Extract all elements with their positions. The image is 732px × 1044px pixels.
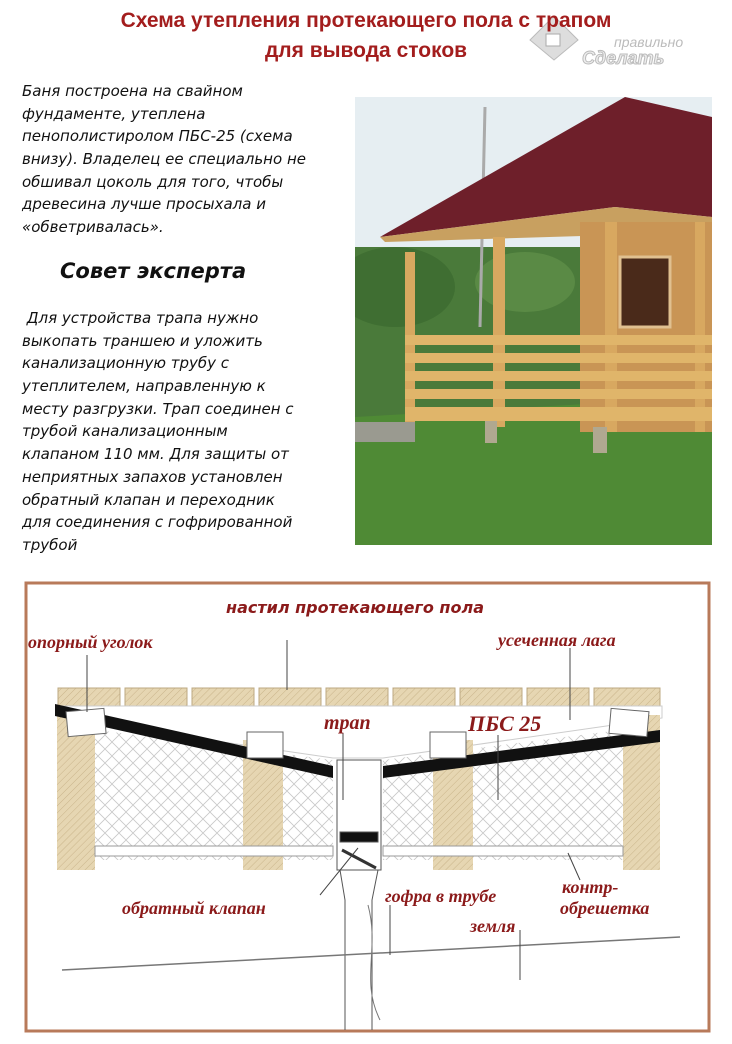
text-line: фундаменте, утеплена xyxy=(22,104,206,123)
text-line: для соединения с гофрированной xyxy=(22,513,293,532)
label-ground: земля xyxy=(470,916,516,936)
intro-paragraph xyxy=(22,80,352,239)
label-corrugation: гофра в трубе xyxy=(385,886,497,906)
text-line: выкопать траншею и уложить xyxy=(22,331,263,350)
text-line: Для устройства трапа нужно xyxy=(22,309,259,327)
logo-text-1: правильно xyxy=(614,34,684,50)
label-decking: настил протекающего пола xyxy=(226,598,484,617)
label-cut-joist: усеченная лага xyxy=(498,630,616,650)
text-line: внизу). Владелец ее специально не xyxy=(22,150,306,169)
text-line: канализационную трубу с xyxy=(22,354,230,373)
title-line-2: для вывода стоков xyxy=(264,39,468,62)
text-line: Баня построена на свайном xyxy=(22,82,243,100)
logo-text-2: Сделать xyxy=(582,48,665,68)
text-line: трубой канализационным xyxy=(22,422,228,441)
text-line: обшивал цоколь для того, чтобы xyxy=(22,172,284,191)
label-insulation: ПБС 25 xyxy=(468,711,542,736)
label-counter-batten-2: обрешетка xyxy=(560,898,650,918)
expert-heading: Совет эксперта xyxy=(60,259,247,283)
text-line: неприятных запахов установлен xyxy=(22,467,283,486)
label-drain: трап xyxy=(324,712,371,734)
bathhouse-photo xyxy=(355,97,712,545)
text-line: древесина лучше просыхала и xyxy=(22,195,266,214)
text-line: месту разгрузки. Трап соединен с xyxy=(22,399,294,418)
label-counter-batten-1: контр- xyxy=(562,877,619,897)
text-line: обратный клапан и переходник xyxy=(22,490,275,509)
expert-paragraph xyxy=(22,307,352,557)
text-line: «обветривалась». xyxy=(22,218,164,237)
floor-insulation-diagram xyxy=(0,575,732,1044)
label-check-valve: обратный клапан xyxy=(122,898,266,918)
title-line-1: Схема утепления протекающего пола с трапом xyxy=(120,9,612,32)
text-line: пенополистиролом ПБС-25 (схема xyxy=(22,127,293,146)
text-line: трубой xyxy=(22,535,78,554)
text-line: клапаном 110 мм. Для защиты от xyxy=(22,445,289,464)
label-support-angle: опорный уголок xyxy=(28,632,153,652)
text-line: утеплителем, направленную к xyxy=(22,377,266,396)
